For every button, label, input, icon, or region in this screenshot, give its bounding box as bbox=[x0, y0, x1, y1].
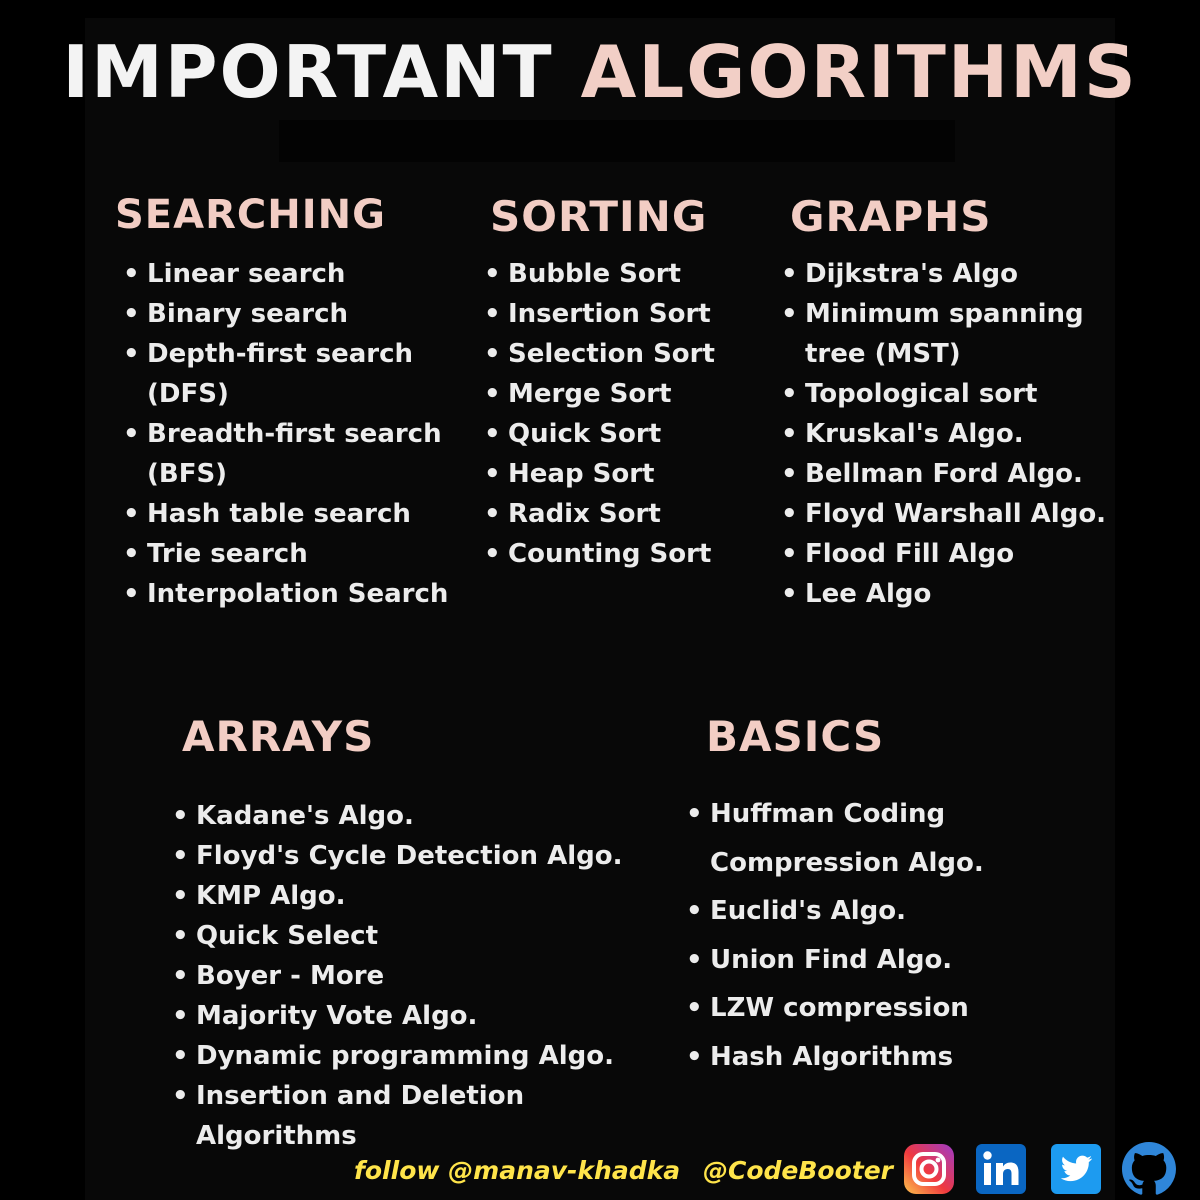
list-item-label: Radix Sort bbox=[508, 499, 661, 529]
list-item-label: Quick Sort bbox=[508, 419, 662, 449]
graphs-list bbox=[781, 254, 1106, 614]
list-item-continuation: Algorithms bbox=[196, 1121, 357, 1151]
list-item bbox=[484, 294, 715, 334]
list-item-label: Euclid's Algo. bbox=[710, 896, 906, 926]
list-item-label: Floyd's Cycle Detection Algo. bbox=[196, 841, 623, 871]
list-item bbox=[172, 796, 622, 836]
list-item bbox=[686, 936, 984, 985]
title-underbar bbox=[279, 120, 955, 162]
list-item-label: Depth-first search bbox=[147, 339, 414, 369]
linkedin-icon[interactable] bbox=[975, 1143, 1027, 1195]
list-item-label: Trie search bbox=[147, 539, 308, 569]
list-item bbox=[686, 790, 984, 887]
twitter-icon[interactable] bbox=[1050, 1143, 1102, 1195]
list-item-label: Bellman Ford Algo. bbox=[805, 459, 1083, 489]
list-item-label: Selection Sort bbox=[508, 339, 715, 369]
list-item bbox=[781, 254, 1106, 294]
page-title bbox=[0, 30, 1200, 114]
list-item bbox=[123, 294, 448, 334]
sorting-list bbox=[484, 254, 715, 574]
list-item bbox=[172, 876, 622, 916]
section-heading-arrays: ARRAYS bbox=[182, 712, 375, 761]
title-word-algorithms: ALGORITHMS bbox=[580, 30, 1138, 114]
list-item-label: Hash table search bbox=[147, 499, 411, 529]
section-basics bbox=[706, 712, 984, 1081]
list-item bbox=[172, 836, 622, 876]
title-word-important: IMPORTANT bbox=[62, 30, 554, 114]
section-heading-basics: BASICS bbox=[706, 712, 885, 761]
list-item-label: Flood Fill Algo bbox=[805, 539, 1015, 569]
list-item bbox=[686, 984, 984, 1033]
list-item bbox=[686, 887, 984, 936]
list-item-label: Counting Sort bbox=[508, 539, 712, 569]
list-item-label: Boyer - More bbox=[196, 961, 385, 991]
handle-text[interactable]: @CodeBooter bbox=[703, 1156, 894, 1185]
github-icon[interactable] bbox=[1122, 1142, 1176, 1196]
list-item-continuation: tree (MST) bbox=[805, 339, 961, 369]
list-item bbox=[123, 254, 448, 294]
list-item bbox=[781, 374, 1106, 414]
list-item-label: Dynamic programming Algo. bbox=[196, 1041, 614, 1071]
list-item bbox=[781, 454, 1106, 494]
list-item bbox=[172, 1036, 622, 1076]
list-item-label: Kadane's Algo. bbox=[196, 801, 414, 831]
list-item-label: Linear search bbox=[147, 259, 346, 289]
list-item-label: Merge Sort bbox=[508, 379, 672, 409]
list-item-label: Hash Algorithms bbox=[710, 1041, 954, 1072]
list-item-label: Bubble Sort bbox=[508, 259, 681, 289]
list-item bbox=[123, 534, 448, 574]
list-item-label: Binary search bbox=[147, 299, 349, 329]
list-item bbox=[484, 494, 715, 534]
list-item-continuation: (BFS) bbox=[147, 459, 228, 489]
list-item-label: Interpolation Search bbox=[147, 579, 449, 609]
instagram-icon[interactable] bbox=[903, 1143, 955, 1195]
list-item bbox=[172, 1076, 622, 1156]
list-item bbox=[781, 494, 1106, 534]
list-item-label: Dijkstra's Algo bbox=[805, 259, 1018, 289]
list-item-label: Breadth-first search bbox=[147, 419, 442, 449]
list-item-continuation: (DFS) bbox=[147, 379, 229, 409]
list-item-label: Lee Algo bbox=[805, 579, 932, 609]
arrays-list bbox=[172, 796, 622, 1156]
list-item-label: KMP Algo. bbox=[196, 881, 346, 911]
list-item-label: Minimum spanning bbox=[805, 299, 1084, 329]
list-item bbox=[123, 414, 448, 494]
section-heading-graphs: GRAPHS bbox=[790, 192, 992, 241]
list-item-label: Kruskal's Algo. bbox=[805, 419, 1024, 449]
list-item bbox=[484, 534, 715, 574]
list-item bbox=[484, 374, 715, 414]
list-item-label: Quick Select bbox=[196, 921, 379, 951]
list-item-label: Union Find Algo. bbox=[710, 944, 953, 975]
list-item bbox=[172, 996, 622, 1036]
list-item-label: Topological sort bbox=[805, 379, 1038, 409]
list-item-label: Huffman Coding bbox=[710, 799, 946, 829]
searching-list bbox=[115, 254, 448, 614]
list-item bbox=[123, 574, 448, 614]
section-heading-searching: SEARCHING bbox=[115, 192, 386, 238]
list-item bbox=[484, 454, 715, 494]
list-item-label: Majority Vote Algo. bbox=[196, 1001, 478, 1031]
list-item bbox=[123, 494, 448, 534]
list-item bbox=[781, 294, 1106, 374]
follow-text[interactable]: follow @manav-khadka bbox=[354, 1156, 681, 1185]
list-item bbox=[484, 334, 715, 374]
list-item-label: LZW compression bbox=[710, 993, 969, 1023]
list-item-continuation: Compression Algo. bbox=[710, 847, 984, 878]
section-searching bbox=[115, 192, 448, 614]
section-sorting bbox=[490, 192, 715, 574]
list-item-label: Insertion Sort bbox=[508, 299, 711, 329]
list-item-label: Insertion and Deletion bbox=[196, 1081, 525, 1111]
section-graphs bbox=[790, 192, 1106, 614]
list-item bbox=[781, 534, 1106, 574]
basics-list bbox=[686, 790, 984, 1081]
list-item bbox=[686, 1033, 984, 1082]
list-item bbox=[484, 414, 715, 454]
list-item bbox=[123, 334, 448, 414]
list-item-label: Heap Sort bbox=[508, 459, 655, 489]
list-item bbox=[172, 956, 622, 996]
section-heading-sorting: SORTING bbox=[490, 192, 708, 241]
list-item bbox=[781, 574, 1106, 614]
section-arrays bbox=[182, 712, 622, 1156]
list-item bbox=[781, 414, 1106, 454]
list-item bbox=[172, 916, 622, 956]
list-item-label: Floyd Warshall Algo. bbox=[805, 499, 1107, 529]
list-item bbox=[484, 254, 715, 294]
